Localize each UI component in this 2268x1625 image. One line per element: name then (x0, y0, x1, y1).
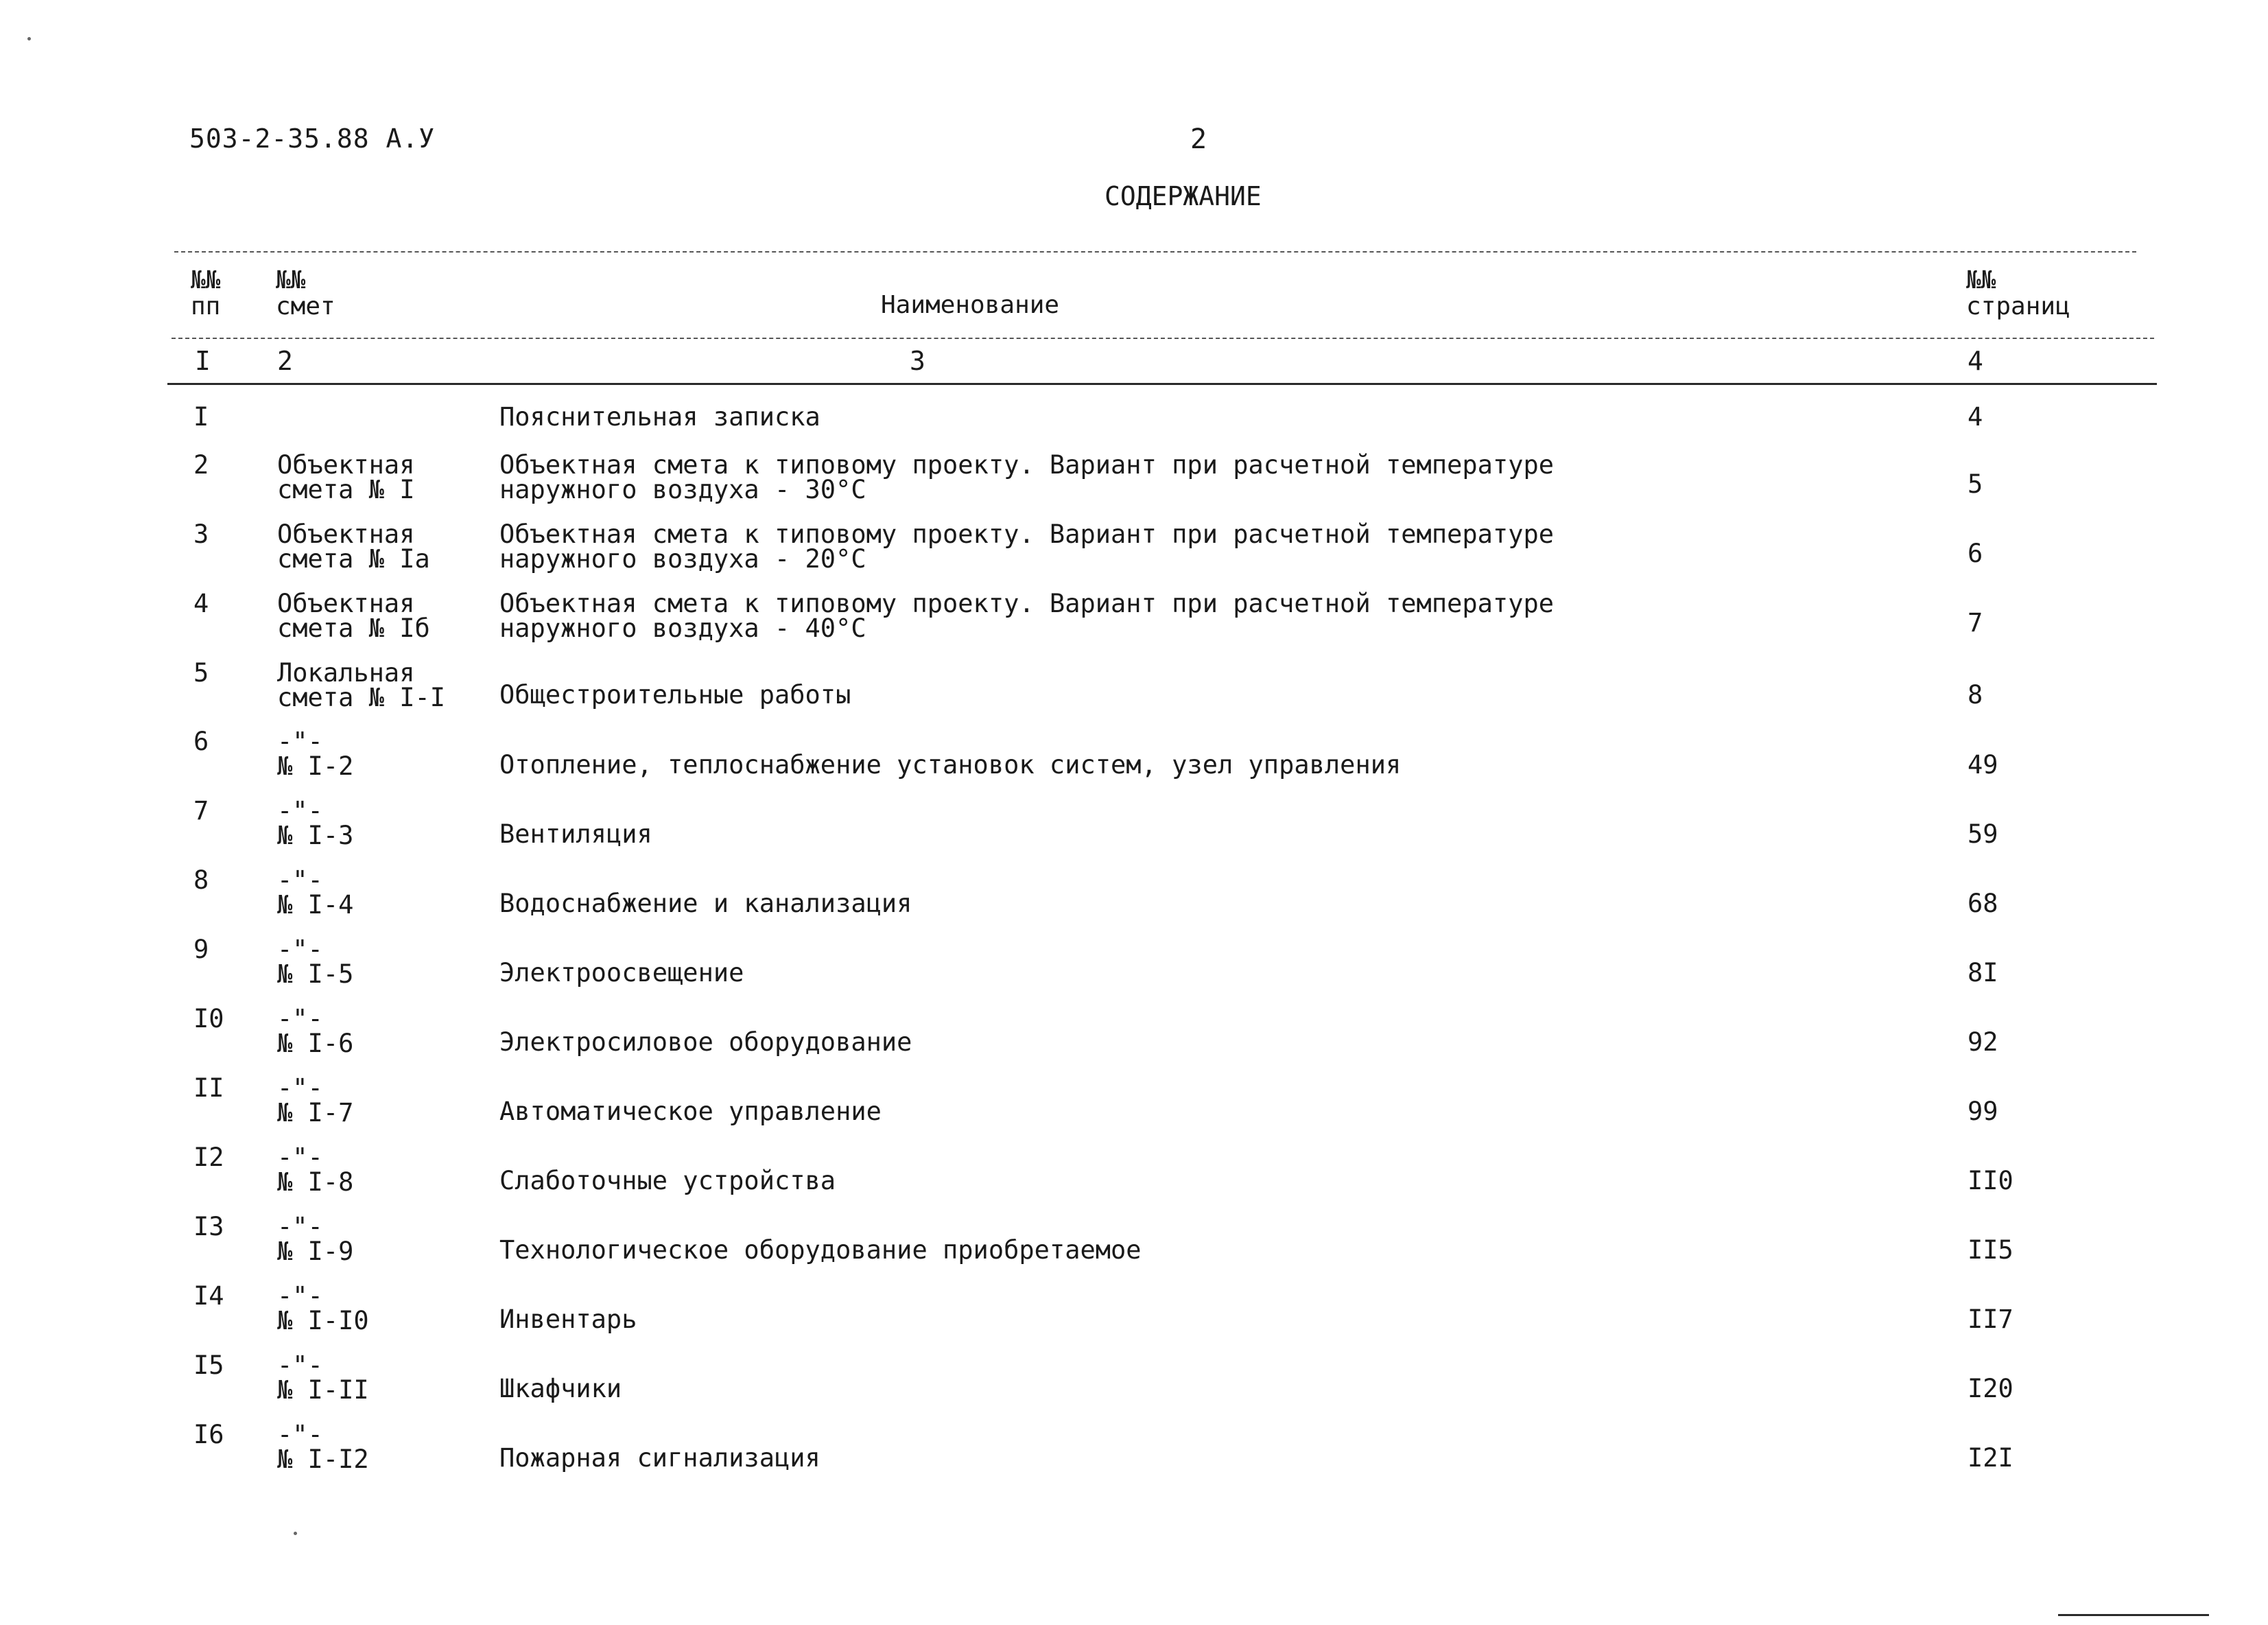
row-estimate (276, 937, 353, 987)
row-estimate-line-1: -"- (277, 1073, 323, 1103)
document-code: 503-2-35.88 А.У (189, 124, 436, 154)
row-number: 8 (193, 865, 209, 895)
row-estimate-line-1: -"- (277, 1212, 323, 1241)
row-page: 8I (1968, 958, 1998, 987)
row-number: 9 (193, 935, 209, 964)
row-estimate (276, 589, 430, 643)
row-estimate-line-2: № I-6 (277, 1029, 354, 1058)
column-number-rule (167, 383, 2157, 385)
row-name-line-2: наружного воздуха - 40°С (499, 613, 866, 643)
row-page: 99 (1968, 1097, 1998, 1126)
estimate-label-line-2: смет (276, 292, 335, 320)
row-name: Инвентарь (499, 1305, 637, 1334)
row-page: 59 (1968, 819, 1998, 849)
row-number-label-line-2: пп (191, 292, 221, 320)
row-number: 2 (193, 450, 209, 480)
row-name: Вентиляция (499, 819, 652, 849)
row-number: 5 (193, 658, 209, 688)
row-estimate-line-2: № I-7 (277, 1098, 354, 1127)
row-name-line-1: Объектная смета к типовому проекту. Вариант при расчетной температуре (499, 450, 1555, 480)
row-name: Автоматическое управление (499, 1097, 882, 1126)
row-number: I3 (193, 1212, 224, 1241)
row-name: Пояснительная записка (499, 402, 820, 432)
row-number: I5 (193, 1351, 224, 1380)
estimate-label-line-1: №№ (276, 266, 306, 294)
row-page: 7 (1968, 608, 1983, 638)
row-estimate-line-2: № I-I0 (277, 1306, 369, 1335)
pages-label-line-1: №№ (1966, 266, 1996, 294)
row-estimate (276, 1353, 369, 1403)
row-number: 4 (193, 589, 209, 618)
row-estimate-line-2: № I-2 (277, 751, 354, 781)
row-estimate (276, 519, 430, 574)
column-header-pages (1966, 268, 2070, 320)
row-estimate-line-1: Объектная (277, 519, 415, 549)
row-number: 7 (193, 796, 209, 826)
column-number-4: 4 (1968, 346, 1983, 376)
row-name: Слаботочные устройства (499, 1166, 836, 1195)
row-estimate-line-1: -"- (277, 935, 323, 964)
row-page: I20 (1968, 1374, 2013, 1403)
scan-speck (27, 37, 31, 40)
row-estimate (276, 865, 354, 920)
row-estimate-line-1: -"- (277, 1004, 323, 1033)
row-estimate (276, 1145, 353, 1195)
row-estimate-line-2: № I-9 (277, 1237, 354, 1266)
row-estimate-line-2: № I-8 (277, 1167, 354, 1197)
row-name: Общестроительные работы (499, 680, 851, 710)
row-estimate (276, 1004, 354, 1058)
row-estimate-line-2: № I-5 (277, 959, 354, 989)
row-number: I4 (193, 1281, 224, 1311)
column-number-1: I (195, 346, 211, 376)
row-estimate-line-1: -"- (277, 1143, 323, 1172)
row-name: Электросиловое оборудование (499, 1027, 912, 1057)
row-estimate-line-1: -"- (277, 1420, 323, 1449)
row-estimate (276, 796, 354, 850)
row-number: 3 (193, 519, 209, 549)
row-name-line-1: Объектная смета к типовому проекту. Вариант при расчетной температуре (499, 519, 1555, 549)
row-estimate (276, 1281, 369, 1335)
row-name-line-2: наружного воздуха - 30°С (499, 475, 866, 504)
row-name: Технологическое оборудование приобретаемое (499, 1235, 1142, 1265)
row-number: I2 (193, 1143, 224, 1172)
row-name: Шкафчики (499, 1374, 622, 1403)
row-page: 68 (1968, 889, 1998, 918)
row-page: II0 (1968, 1166, 2013, 1195)
row-estimate (276, 658, 446, 712)
row-page: 92 (1968, 1027, 1998, 1057)
row-estimate-line-1: -"- (277, 865, 323, 895)
scan-speck (294, 1532, 297, 1535)
row-estimate-line-2: смета № Iб (277, 613, 430, 643)
row-number: I (193, 402, 209, 432)
column-number-3: 3 (910, 346, 925, 376)
column-header-row-number (191, 268, 220, 320)
row-page: II5 (1968, 1235, 2013, 1265)
row-number: I6 (193, 1420, 224, 1449)
row-number: 6 (193, 727, 209, 756)
row-estimate-line-1: Объектная (277, 589, 415, 618)
row-name: Отопление, теплоснабжение установок систем, узел управления (499, 750, 1402, 780)
header-divider-rule (172, 338, 2154, 339)
row-estimate-line-1: -"- (277, 796, 323, 826)
row-estimate (276, 729, 353, 779)
row-name-line-2: наружного воздуха - 20°С (499, 544, 866, 574)
row-estimate (276, 1212, 354, 1266)
row-page: 4 (1968, 402, 1983, 432)
row-name (499, 450, 1555, 504)
page-number: 2 (1190, 124, 1207, 155)
row-estimate-line-1: -"- (277, 1351, 323, 1380)
page-title: СОДЕРЖАНИЕ (1105, 181, 1262, 211)
pages-label-line-2: страниц (1966, 292, 2070, 320)
column-header-name: Наименование (881, 291, 1060, 319)
row-number: I0 (193, 1004, 224, 1033)
row-page: 5 (1968, 469, 1983, 499)
table-top-rule (174, 251, 2136, 253)
row-name: Пожарная сигнализация (499, 1443, 820, 1473)
row-page: 6 (1968, 539, 1983, 568)
row-number-label-line-1: №№ (191, 266, 221, 294)
row-page: 49 (1968, 750, 1998, 780)
row-estimate-line-1: Локальная (277, 658, 415, 688)
row-estimate-line-2: № I-4 (277, 890, 354, 920)
row-name: Водоснабжение и канализация (499, 889, 912, 918)
row-page: II7 (1968, 1305, 2013, 1334)
row-estimate-line-2: смета № I-I (277, 683, 446, 712)
row-estimate-line-2: смета № I (277, 475, 415, 504)
row-estimate-line-2: № I-I2 (277, 1445, 369, 1474)
row-estimate-line-1: Объектная (277, 450, 415, 480)
row-name (499, 589, 1555, 643)
row-estimate-line-1: -"- (277, 1281, 323, 1311)
row-estimate (276, 450, 415, 504)
row-estimate-line-2: № I-II (277, 1375, 369, 1405)
row-estimate-line-2: смета № Iа (277, 544, 430, 574)
row-page: I2I (1968, 1443, 2013, 1473)
row-name-line-1: Объектная смета к типовому проекту. Вариант при расчетной температуре (499, 589, 1555, 618)
bottom-corner-rule (2058, 1614, 2209, 1616)
row-number: II (193, 1073, 224, 1103)
row-name: Электроосвещение (499, 958, 744, 987)
column-header-estimate-number (276, 268, 335, 320)
row-estimate (276, 1420, 369, 1474)
row-page: 8 (1968, 680, 1983, 710)
row-name (499, 519, 1555, 574)
column-number-2: 2 (277, 346, 293, 376)
row-estimate-line-1: -"- (277, 727, 323, 756)
row-estimate-line-2: № I-3 (277, 821, 354, 850)
row-estimate (276, 1073, 354, 1127)
